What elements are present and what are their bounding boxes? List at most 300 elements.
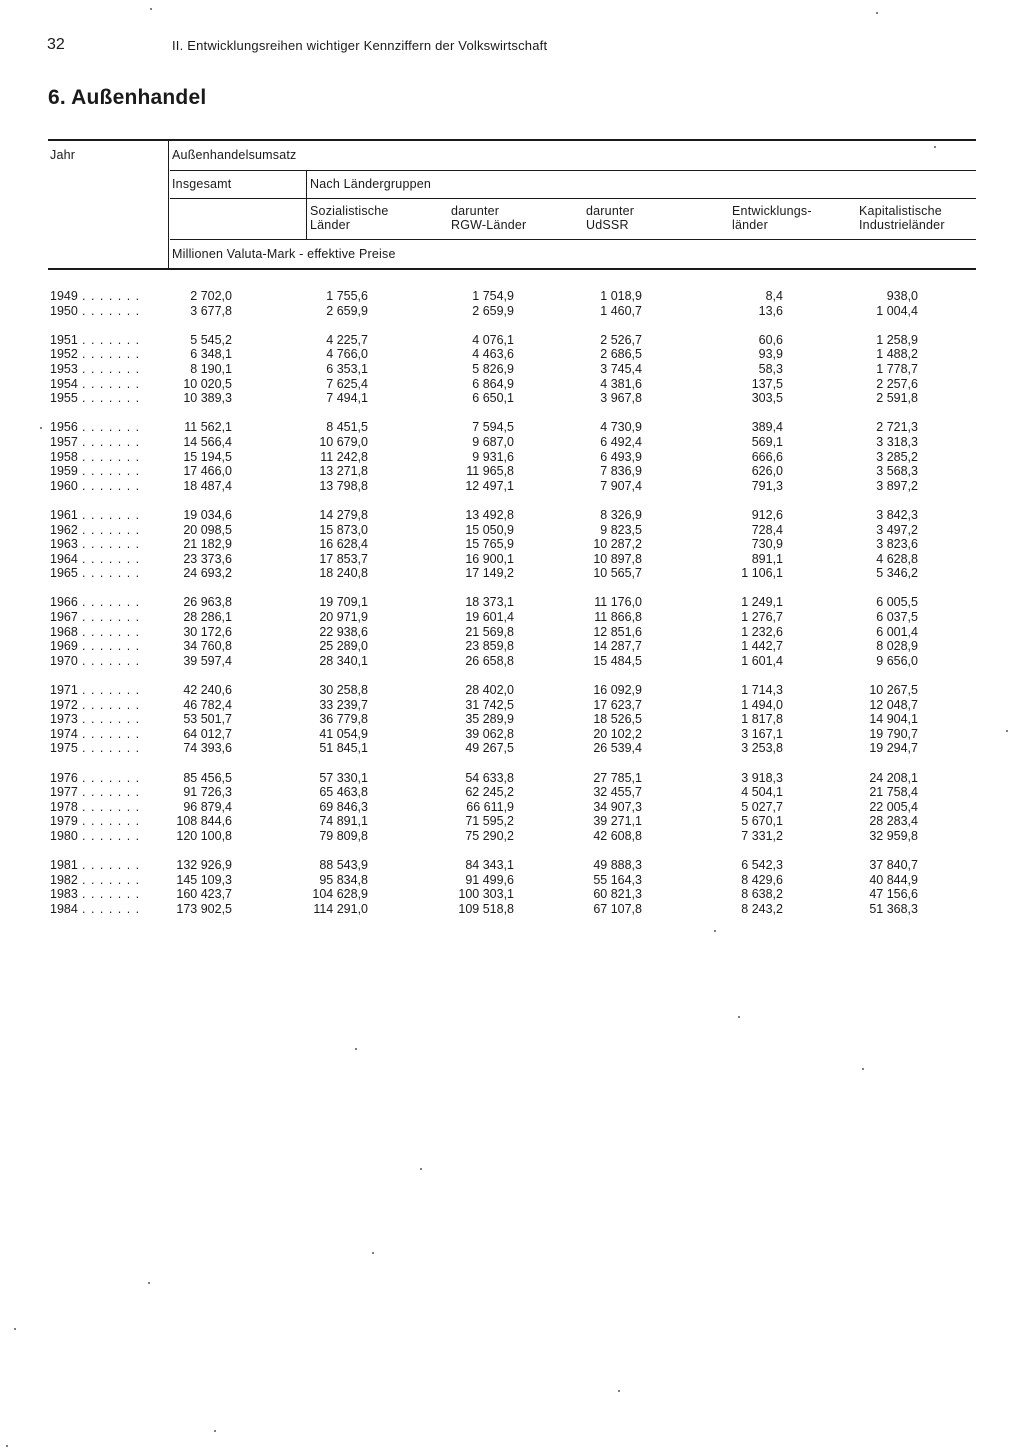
header-rule-3: [170, 239, 976, 240]
cell-rgw: 84 343,1: [465, 858, 514, 873]
cell-year: 1973: [50, 712, 78, 727]
cell-year: 1960: [50, 478, 78, 493]
cell-year: 1958: [50, 449, 78, 464]
scan-speck: [148, 1282, 150, 1284]
leader-dots: . . . . . . .: [82, 858, 141, 873]
group-spacer: [0, 493, 1024, 508]
cell-developing: 8 638,2: [741, 887, 783, 902]
cell-developing: 1 276,7: [741, 610, 783, 625]
cell-total: 42 240,6: [183, 683, 232, 698]
cell-socialist: 36 779,8: [319, 712, 368, 727]
cell-developing: 1 249,1: [741, 595, 783, 610]
header-rule-1: [170, 170, 976, 171]
page-number: 32: [47, 36, 65, 53]
cell-udssr: 27 785,1: [593, 770, 642, 785]
col-header-trade-volume: Außenhandelsumsatz: [172, 148, 297, 162]
cell-developing: 730,9: [751, 537, 783, 552]
cell-year: 1954: [50, 376, 78, 391]
cell-capitalist: 3 897,2: [876, 478, 918, 493]
cell-udssr: 67 107,8: [593, 901, 642, 916]
leader-dots: . . . . . . .: [82, 595, 141, 610]
cell-year: 1950: [50, 303, 78, 318]
cell-udssr: 4 730,9: [600, 420, 642, 435]
scan-speck: [355, 1048, 357, 1050]
cell-total: 53 501,7: [183, 712, 232, 727]
col-header-socialist-1: Sozialistische: [310, 204, 389, 218]
table-row: [0, 450, 1024, 465]
cell-developing: 1 442,7: [741, 639, 783, 654]
cell-udssr: 3 967,8: [600, 391, 642, 406]
cell-socialist: 88 543,9: [319, 858, 368, 873]
cell-year: 1978: [50, 799, 78, 814]
cell-year: 1984: [50, 901, 78, 916]
cell-total: 85 456,5: [183, 770, 232, 785]
cell-socialist: 104 628,9: [312, 887, 368, 902]
cell-socialist: 4 766,0: [326, 347, 368, 362]
cell-year: 1957: [50, 434, 78, 449]
cell-total: 14 566,4: [183, 434, 232, 449]
cell-rgw: 54 633,8: [465, 770, 514, 785]
leader-dots: . . . . . . .: [82, 566, 141, 581]
top-rule: [48, 139, 976, 141]
cell-total: 24 693,2: [183, 566, 232, 581]
table-row: [0, 785, 1024, 800]
cell-socialist: 2 659,9: [326, 303, 368, 318]
cell-socialist: 95 834,8: [319, 872, 368, 887]
cell-capitalist: 19 294,7: [869, 741, 918, 756]
cell-capitalist: 6 037,5: [876, 610, 918, 625]
cell-capitalist: 5 346,2: [876, 566, 918, 581]
cell-socialist: 41 054,9: [319, 726, 368, 741]
cell-socialist: 18 240,8: [319, 566, 368, 581]
leader-dots: . . . . . . .: [82, 537, 141, 552]
cell-year: 1981: [50, 858, 78, 873]
cell-socialist: 17 853,7: [319, 551, 368, 566]
scan-speck: [6, 1445, 8, 1447]
col-header-udssr-1: darunter: [586, 204, 635, 218]
table-row: [0, 814, 1024, 829]
cell-total: 34 760,8: [183, 639, 232, 654]
cell-rgw: 4 076,1: [472, 332, 514, 347]
leader-dots: . . . . . . .: [82, 901, 141, 916]
cell-developing: 666,6: [751, 449, 783, 464]
cell-capitalist: 12 048,7: [869, 697, 918, 712]
cell-udssr: 42 608,8: [593, 828, 642, 843]
cell-year: 1970: [50, 653, 78, 668]
table-row: [0, 435, 1024, 450]
cell-rgw: 16 900,1: [465, 551, 514, 566]
cell-total: 30 172,6: [183, 624, 232, 639]
cell-year: 1964: [50, 551, 78, 566]
cell-socialist: 11 242,8: [320, 449, 368, 464]
cell-total: 145 109,3: [176, 872, 232, 887]
cell-year: 1951: [50, 332, 78, 347]
leader-dots: . . . . . . .: [82, 507, 141, 522]
cell-rgw: 9 931,6: [472, 449, 514, 464]
cell-total: 74 393,6: [183, 741, 232, 756]
table-row: [0, 391, 1024, 406]
header-bottom-rule: [48, 268, 976, 270]
cell-udssr: 32 455,7: [593, 785, 642, 800]
cell-year: 1977: [50, 785, 78, 800]
leader-dots: . . . . . . .: [82, 887, 141, 902]
cell-total: 5 545,2: [190, 332, 232, 347]
table-row: [0, 523, 1024, 538]
cell-year: 1968: [50, 624, 78, 639]
header-vline-total: [306, 171, 307, 239]
cell-developing: 389,4: [751, 420, 783, 435]
cell-capitalist: 37 840,7: [869, 858, 918, 873]
leader-dots: . . . . . . .: [82, 828, 141, 843]
cell-developing: 60,6: [758, 332, 783, 347]
cell-udssr: 1 018,9: [600, 289, 642, 303]
cell-rgw: 109 518,8: [458, 901, 514, 916]
table-row: [0, 771, 1024, 786]
cell-year: 1952: [50, 347, 78, 362]
cell-rgw: 5 826,9: [472, 361, 514, 376]
col-header-udssr-2: UdSSR: [586, 218, 629, 232]
cell-developing: 626,0: [751, 464, 783, 479]
table-row: [0, 420, 1024, 435]
cell-udssr: 17 623,7: [593, 697, 642, 712]
table-row: [0, 639, 1024, 654]
cell-year: 1967: [50, 610, 78, 625]
cell-total: 132 926,9: [176, 858, 232, 873]
cell-socialist: 8 451,5: [326, 420, 368, 435]
cell-capitalist: 1 488,2: [876, 347, 918, 362]
leader-dots: . . . . . . .: [82, 683, 141, 698]
cell-total: 173 902,5: [176, 901, 232, 916]
cell-rgw: 7 594,5: [472, 420, 514, 435]
cell-rgw: 49 267,5: [465, 741, 514, 756]
cell-udssr: 34 907,3: [593, 799, 642, 814]
cell-total: 23 373,6: [183, 551, 232, 566]
table-row: [0, 479, 1024, 494]
scan-speck: [214, 1430, 216, 1432]
cell-udssr: 11 866,8: [594, 610, 642, 625]
col-header-total: Insgesamt: [172, 177, 232, 191]
cell-rgw: 6 650,1: [472, 391, 514, 406]
scan-speck: [372, 1252, 374, 1254]
leader-dots: . . . . . . .: [82, 697, 141, 712]
cell-developing: 8 429,6: [741, 872, 783, 887]
col-header-developing-2: länder: [732, 218, 768, 232]
table-row: [0, 508, 1024, 523]
cell-capitalist: 1 258,9: [876, 332, 918, 347]
cell-rgw: 11 965,8: [466, 464, 514, 479]
running-title: II. Entwicklungsreihen wichtiger Kennziffern der Volkswirtschaft: [172, 38, 548, 53]
cell-year: 1974: [50, 726, 78, 741]
cell-socialist: 13 271,8: [319, 464, 368, 479]
cell-rgw: 12 497,1: [465, 478, 514, 493]
cell-total: 39 597,4: [183, 653, 232, 668]
leader-dots: . . . . . . .: [82, 391, 141, 406]
leader-dots: . . . . . . .: [82, 712, 141, 727]
cell-total: 3 677,8: [190, 303, 232, 318]
cell-rgw: 23 859,8: [465, 639, 514, 654]
cell-socialist: 14 279,8: [319, 507, 368, 522]
leader-dots: . . . . . . .: [82, 376, 141, 391]
cell-socialist: 25 289,0: [319, 639, 368, 654]
cell-year: 1953: [50, 361, 78, 376]
scan-speck: [738, 1016, 740, 1018]
scan-speck: [150, 8, 152, 10]
cell-udssr: 6 493,9: [600, 449, 642, 464]
col-header-capitalist-2: Industrieländer: [859, 218, 945, 232]
cell-udssr: 10 287,2: [593, 537, 642, 552]
cell-developing: 1 817,8: [741, 712, 783, 727]
table-row: [0, 347, 1024, 362]
cell-udssr: 55 164,3: [593, 872, 642, 887]
cell-rgw: 4 463,6: [472, 347, 514, 362]
cell-udssr: 20 102,2: [593, 726, 642, 741]
leader-dots: . . . . . . .: [82, 872, 141, 887]
leader-dots: . . . . . . .: [82, 347, 141, 362]
cell-developing: 303,5: [751, 391, 783, 406]
scan-speck: [420, 1168, 422, 1170]
cell-total: 26 963,8: [183, 595, 232, 610]
table-row: [0, 800, 1024, 815]
cell-udssr: 10 897,8: [593, 551, 642, 566]
cell-rgw: 31 742,5: [465, 697, 514, 712]
cell-capitalist: 32 959,8: [869, 828, 918, 843]
cell-total: 6 348,1: [190, 347, 232, 362]
cell-socialist: 7 494,1: [326, 391, 368, 406]
cell-rgw: 19 601,4: [465, 610, 514, 625]
header-rule-2: [170, 198, 976, 199]
table-row: [0, 464, 1024, 479]
table-row: [0, 304, 1024, 319]
cell-udssr: 8 326,9: [600, 507, 642, 522]
table-row: [0, 289, 1024, 304]
scan-speck: [618, 1390, 620, 1392]
table-row: [0, 858, 1024, 873]
cell-developing: 569,1: [751, 434, 783, 449]
cell-capitalist: 2 721,3: [876, 420, 918, 435]
cell-socialist: 6 353,1: [326, 361, 368, 376]
cell-socialist: 57 330,1: [319, 770, 368, 785]
scan-speck: [40, 427, 42, 429]
col-header-year: Jahr: [50, 148, 76, 162]
cell-developing: 3 253,8: [741, 741, 783, 756]
cell-total: 91 726,3: [183, 785, 232, 800]
cell-rgw: 1 754,9: [472, 289, 514, 303]
cell-capitalist: 3 568,3: [876, 464, 918, 479]
cell-capitalist: 3 823,6: [876, 537, 918, 552]
cell-developing: 93,9: [758, 347, 783, 362]
cell-capitalist: 51 368,3: [869, 901, 918, 916]
cell-socialist: 30 258,8: [319, 683, 368, 698]
group-spacer: [0, 318, 1024, 333]
cell-udssr: 4 381,6: [600, 376, 642, 391]
cell-udssr: 11 176,0: [594, 595, 642, 610]
cell-udssr: 9 823,5: [600, 522, 642, 537]
cell-socialist: 13 798,8: [319, 478, 368, 493]
cell-udssr: 39 271,1: [593, 814, 642, 829]
table-row: [0, 377, 1024, 392]
leader-dots: . . . . . . .: [82, 303, 141, 318]
col-header-capitalist-1: Kapitalistische: [859, 204, 942, 218]
table-row: [0, 887, 1024, 902]
table-row: [0, 727, 1024, 742]
scan-speck: [862, 1068, 864, 1070]
cell-capitalist: 2 257,6: [876, 376, 918, 391]
leader-dots: . . . . . . .: [82, 624, 141, 639]
cell-udssr: 2 526,7: [600, 332, 642, 347]
cell-udssr: 7 836,9: [600, 464, 642, 479]
cell-developing: 3 918,3: [741, 770, 783, 785]
leader-dots: . . . . . . .: [82, 332, 141, 347]
cell-total: 108 844,6: [176, 814, 232, 829]
cell-capitalist: 10 267,5: [869, 683, 918, 698]
cell-year: 1959: [50, 464, 78, 479]
cell-total: 8 190,1: [190, 361, 232, 376]
cell-socialist: 19 709,1: [319, 595, 368, 610]
cell-capitalist: 28 283,4: [869, 814, 918, 829]
cell-total: 17 466,0: [183, 464, 232, 479]
cell-udssr: 49 888,3: [593, 858, 642, 873]
table-row: [0, 362, 1024, 377]
col-header-rgw-1: darunter: [451, 204, 500, 218]
cell-year: 1956: [50, 420, 78, 435]
cell-socialist: 65 463,8: [319, 785, 368, 800]
cell-developing: 1 494,0: [741, 697, 783, 712]
table-row: [0, 829, 1024, 844]
unit-label: Millionen Valuta-Mark - effektive Preise: [172, 247, 396, 261]
cell-rgw: 39 062,8: [465, 726, 514, 741]
leader-dots: . . . . . . .: [82, 551, 141, 566]
leader-dots: . . . . . . .: [82, 449, 141, 464]
cell-developing: 728,4: [751, 522, 783, 537]
cell-socialist: 79 809,8: [319, 828, 368, 843]
leader-dots: . . . . . . .: [82, 361, 141, 376]
leader-dots: . . . . . . .: [82, 478, 141, 493]
cell-developing: 137,5: [751, 376, 783, 391]
leader-dots: . . . . . . .: [82, 289, 141, 303]
cell-total: 21 182,9: [183, 537, 232, 552]
cell-rgw: 9 687,0: [472, 434, 514, 449]
leader-dots: . . . . . . .: [82, 785, 141, 800]
cell-capitalist: 3 318,3: [876, 434, 918, 449]
cell-developing: 7 331,2: [741, 828, 783, 843]
cell-year: 1982: [50, 872, 78, 887]
cell-capitalist: 6 005,5: [876, 595, 918, 610]
leader-dots: . . . . . . .: [82, 420, 141, 435]
cell-year: 1972: [50, 697, 78, 712]
section-title: 6. Außenhandel: [48, 86, 207, 109]
cell-total: 96 879,4: [183, 799, 232, 814]
leader-dots: . . . . . . .: [82, 799, 141, 814]
leader-dots: . . . . . . .: [82, 814, 141, 829]
cell-developing: 5 027,7: [741, 799, 783, 814]
cell-rgw: 100 303,1: [458, 887, 514, 902]
table-row: [0, 625, 1024, 640]
cell-capitalist: 19 790,7: [869, 726, 918, 741]
col-header-developing-1: Entwicklungs-: [732, 204, 812, 218]
cell-rgw: 66 611,9: [466, 799, 514, 814]
cell-socialist: 16 628,4: [319, 537, 368, 552]
cell-developing: 8,4: [765, 289, 783, 303]
cell-total: 11 562,1: [184, 420, 232, 435]
cell-year: 1966: [50, 595, 78, 610]
table-row: [0, 566, 1024, 581]
cell-total: 46 782,4: [183, 697, 232, 712]
group-spacer: [0, 581, 1024, 596]
leader-dots: . . . . . . .: [82, 770, 141, 785]
cell-total: 28 286,1: [183, 610, 232, 625]
table-row: [0, 552, 1024, 567]
cell-developing: 6 542,3: [741, 858, 783, 873]
table-row: [0, 712, 1024, 727]
cell-developing: 791,3: [751, 478, 783, 493]
cell-total: 18 487,4: [183, 478, 232, 493]
table-row: [0, 537, 1024, 552]
cell-capitalist: 3 285,2: [876, 449, 918, 464]
cell-udssr: 10 565,7: [593, 566, 642, 581]
table-row: [0, 595, 1024, 610]
cell-udssr: 60 821,3: [593, 887, 642, 902]
cell-capitalist: 24 208,1: [869, 770, 918, 785]
cell-udssr: 3 745,4: [600, 361, 642, 376]
group-spacer: [0, 756, 1024, 771]
cell-socialist: 74 891,1: [319, 814, 368, 829]
cell-total: 20 098,5: [183, 522, 232, 537]
col-header-by-country-groups: Nach Ländergruppen: [310, 177, 432, 191]
cell-socialist: 114 291,0: [313, 901, 368, 916]
cell-rgw: 28 402,0: [465, 683, 514, 698]
cell-rgw: 91 499,6: [465, 872, 514, 887]
cell-capitalist: 938,0: [886, 289, 918, 303]
cell-rgw: 2 659,9: [472, 303, 514, 318]
table-row: [0, 873, 1024, 888]
cell-capitalist: 4 628,8: [876, 551, 918, 566]
cell-capitalist: 47 156,6: [869, 887, 918, 902]
cell-socialist: 28 340,1: [319, 653, 368, 668]
cell-year: 1962: [50, 522, 78, 537]
table-row: [0, 654, 1024, 669]
cell-developing: 8 243,2: [741, 901, 783, 916]
group-spacer: [0, 668, 1024, 683]
cell-rgw: 75 290,2: [465, 828, 514, 843]
leader-dots: . . . . . . .: [82, 522, 141, 537]
cell-year: 1971: [50, 683, 78, 698]
cell-udssr: 16 092,9: [593, 683, 642, 698]
cell-total: 64 012,7: [183, 726, 232, 741]
cell-year: 1980: [50, 828, 78, 843]
table-row: [0, 333, 1024, 348]
scan-speck: [1006, 730, 1008, 732]
cell-developing: 5 670,1: [741, 814, 783, 829]
cell-year: 1969: [50, 639, 78, 654]
cell-year: 1965: [50, 566, 78, 581]
cell-socialist: 4 225,7: [326, 332, 368, 347]
leader-dots: . . . . . . .: [82, 610, 141, 625]
cell-year: 1983: [50, 887, 78, 902]
table-row: [0, 683, 1024, 698]
cell-udssr: 6 492,4: [600, 434, 642, 449]
leader-dots: . . . . . . .: [82, 653, 141, 668]
leader-dots: . . . . . . .: [82, 639, 141, 654]
cell-capitalist: 2 591,8: [876, 391, 918, 406]
cell-year: 1961: [50, 507, 78, 522]
cell-rgw: 15 765,9: [465, 537, 514, 552]
cell-socialist: 33 239,7: [319, 697, 368, 712]
cell-rgw: 62 245,2: [465, 785, 514, 800]
cell-total: 15 194,5: [183, 449, 232, 464]
cell-socialist: 10 679,0: [319, 434, 368, 449]
cell-capitalist: 1 004,4: [876, 303, 918, 318]
cell-capitalist: 9 656,0: [876, 653, 918, 668]
